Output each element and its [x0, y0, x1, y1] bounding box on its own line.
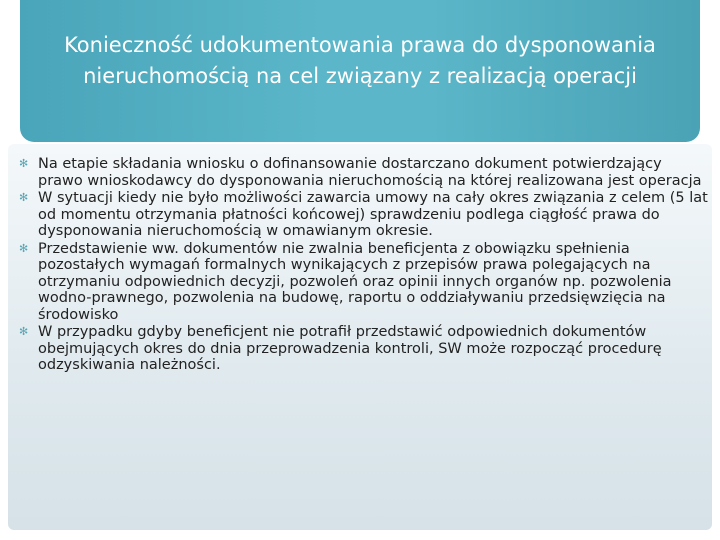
- bullet-text: W sytuacji kiedy nie było możliwości zawarcia umowy na cały okres związania z celem (5 lat od momentu otrzymania płatności końcowej) sprawdzeniu podlega ciągłość prawa do dysponowania nieruchomością w omawianym okresie.: [38, 190, 708, 239]
- asterisk-icon: ✻: [19, 191, 29, 204]
- bullet-item: [18, 190, 708, 240]
- bullet-text: W przypadku gdyby beneficjent nie potrafił przedstawić odpowiednich dokumentów obejmujących okres do dnia przeprowadzenia kontroli, SW może rozpocząć procedurę odzyskiwania należności.: [38, 324, 662, 373]
- bullet-item: [18, 241, 708, 324]
- asterisk-icon: ✻: [19, 325, 29, 338]
- bullet-item: [18, 324, 708, 374]
- asterisk-icon: ✻: [19, 157, 29, 170]
- asterisk-icon: ✻: [19, 241, 29, 255]
- bullet-list: [18, 156, 708, 375]
- content-panel: [8, 144, 712, 530]
- slide-title: Konieczność udokumentowania prawa do dysponowania nieruchomością na cel związany z realizacją operacji: [64, 33, 656, 88]
- bullet-text: Przedstawienie ww. dokumentów nie zwalnia beneficjenta z obowiązku spełnienia pozostałych wymagań formalnych wynikających z przepisów prawa polegających na otrzymaniu odpowiednich decyzji, pozwoleń oraz opinii innych organów np. pozwolenia wodno-prawnego, pozwolenia na budowę, raportu o oddziaływaniu przedsięwzięcia na środowisko: [38, 240, 672, 323]
- bullet-item: [18, 156, 708, 189]
- bullet-text: Na etapie składania wniosku o dofinansowanie dostarczano dokument potwierdzający prawo wnioskodawcy do dysponowania nieruchomością na której realizowana jest operacja: [38, 156, 702, 189]
